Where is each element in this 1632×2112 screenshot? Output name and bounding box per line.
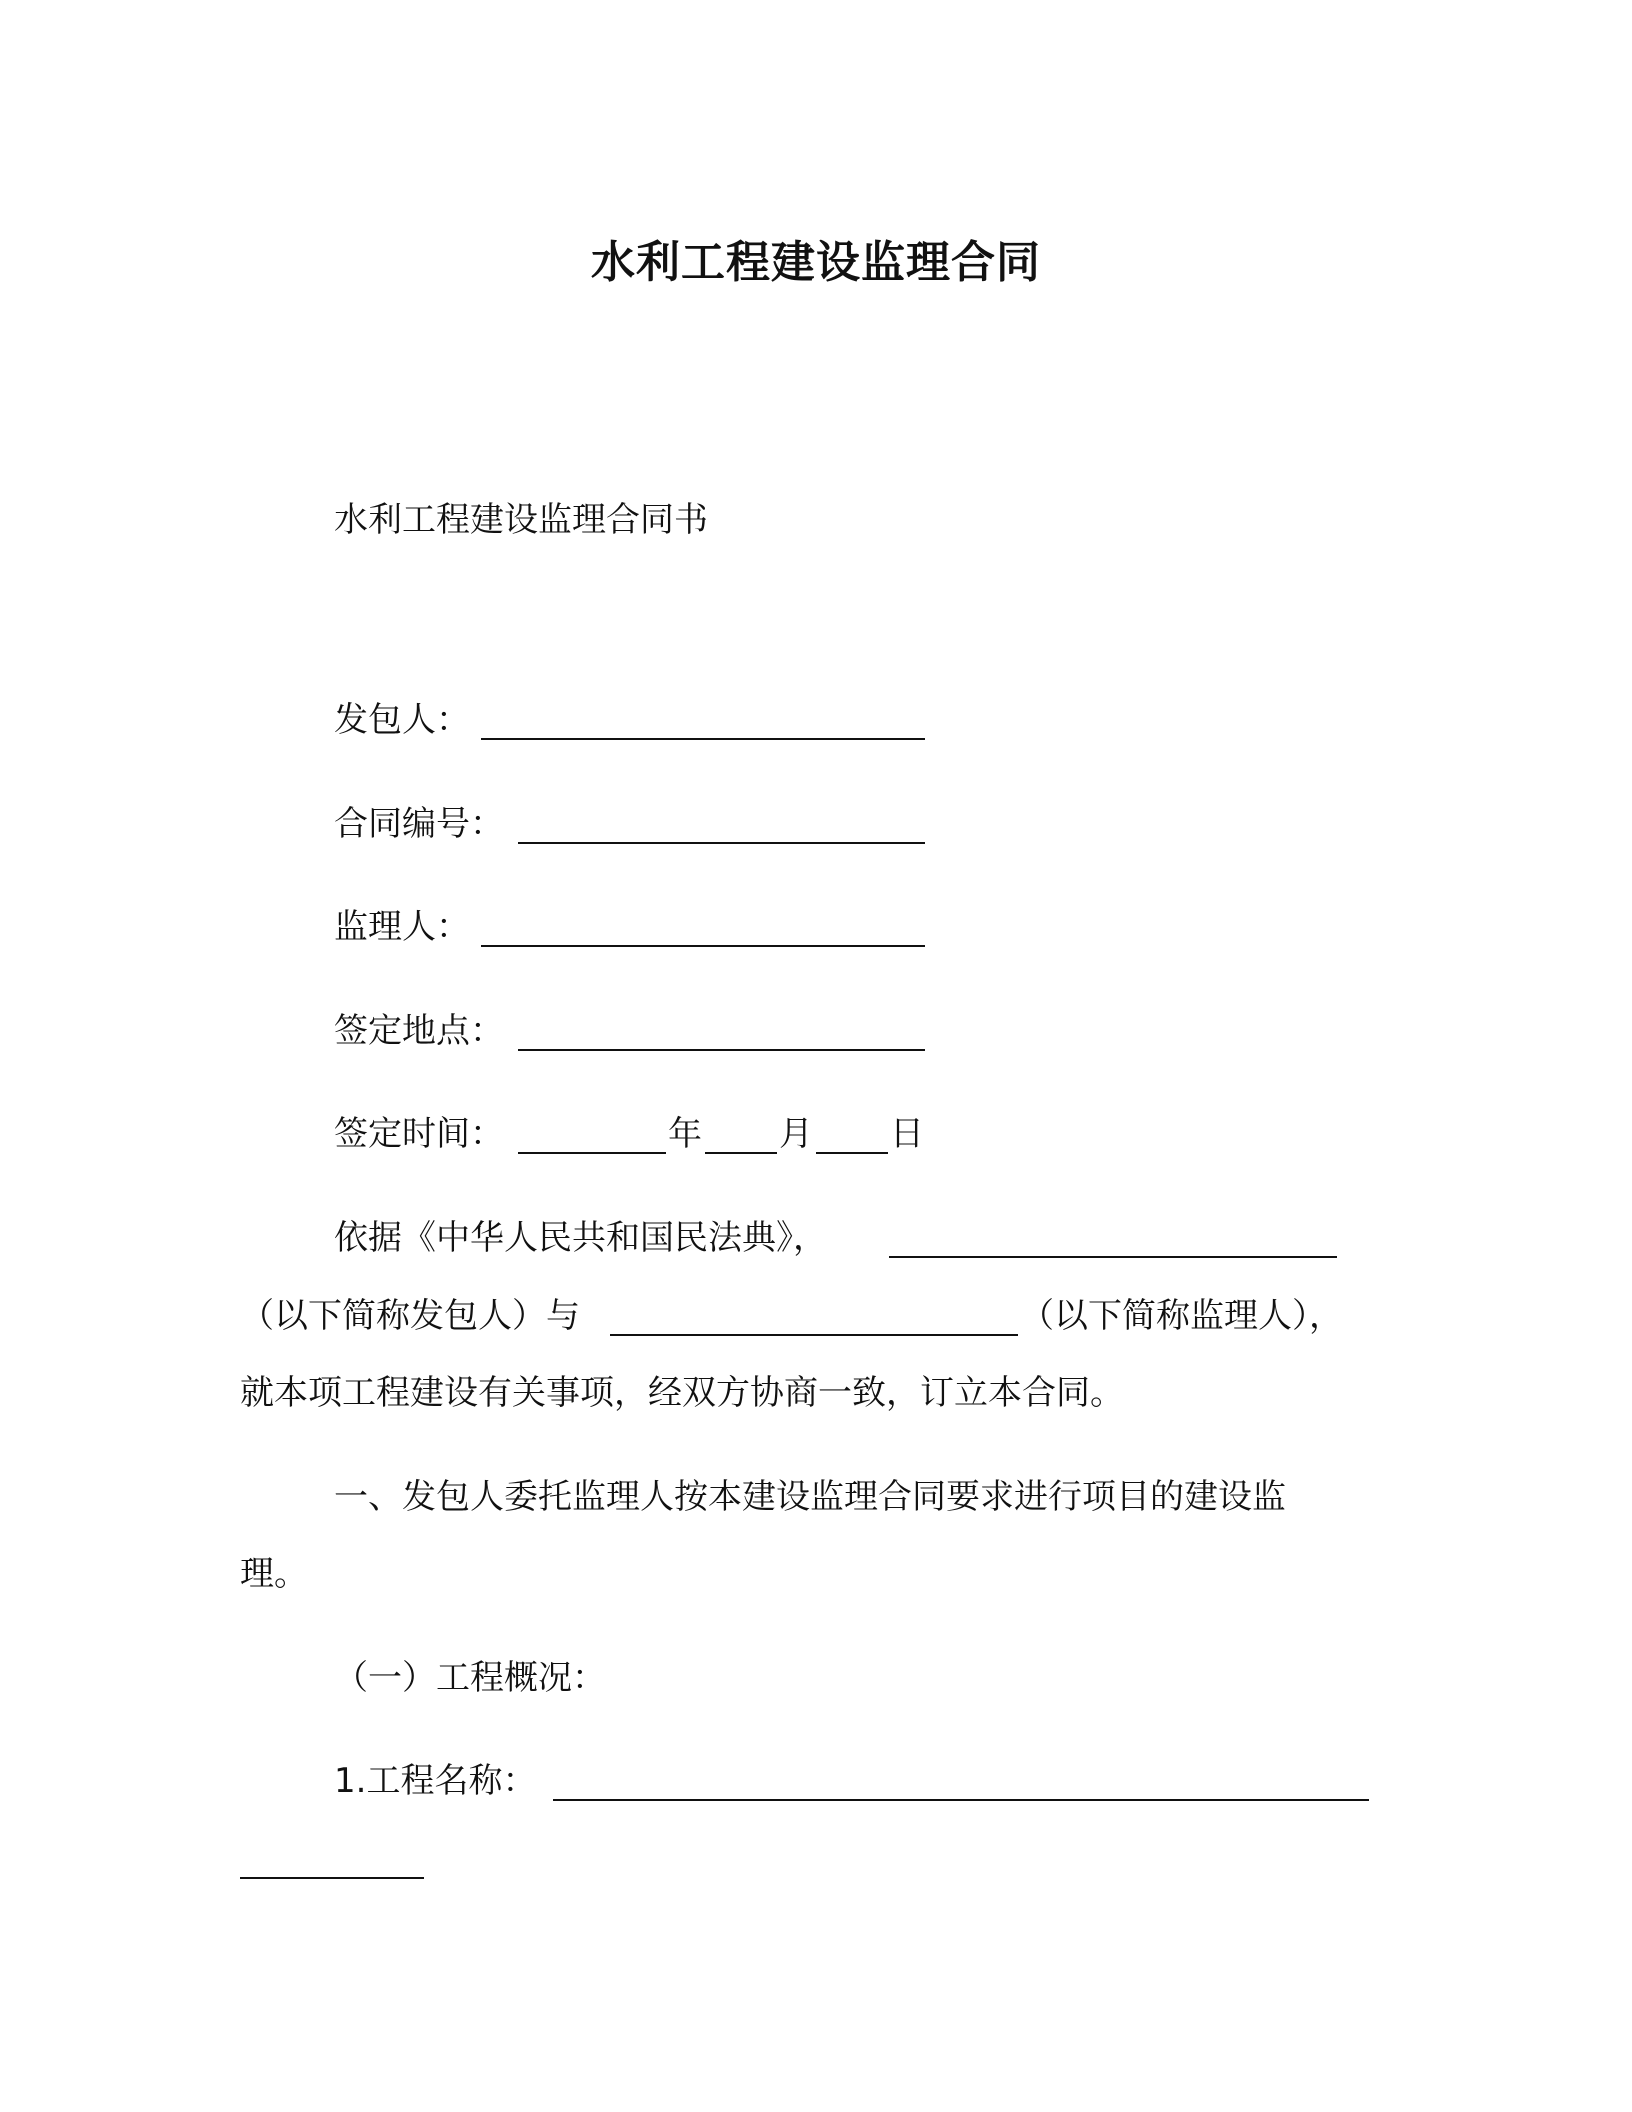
project-name-label: 1.工程名称： [334, 1761, 537, 1801]
article-1-line-2: 理。 [240, 1554, 308, 1594]
supervisor-label: 监理人： [334, 907, 470, 947]
article-1-line-1: 一、发包人委托监理人按本建设监理合同要求进行项目的建设监 [334, 1477, 1286, 1517]
sign-year-label: 年 [668, 1114, 702, 1154]
preamble-supervisor-blank[interactable] [610, 1302, 1018, 1336]
sign-time-label: 签定时间： [334, 1114, 504, 1154]
document-subtitle: 水利工程建设监理合同书 [334, 500, 708, 540]
sign-place-label: 签定地点： [334, 1011, 504, 1051]
contract-no-blank[interactable] [518, 810, 925, 844]
sign-day-label: 日 [890, 1114, 924, 1154]
sign-place-blank[interactable] [518, 1017, 925, 1051]
employer-label: 发包人： [334, 700, 470, 740]
sign-year-blank[interactable] [518, 1120, 666, 1154]
preamble-line-2b: （以下简称监理人）， [1020, 1296, 1343, 1336]
preamble-employer-blank[interactable] [889, 1224, 1337, 1258]
document-title: 水利工程建设监理合同 [591, 237, 1041, 288]
preamble-line-2a: （以下简称发包人）与 [240, 1296, 580, 1336]
project-name-blank[interactable] [553, 1767, 1369, 1801]
sign-day-blank[interactable] [816, 1120, 888, 1154]
preamble-line-1: 依据《中华人民共和国民法典》， [334, 1218, 827, 1258]
section-1-heading: （一）工程概况： [334, 1658, 606, 1698]
project-name-blank-continued[interactable] [240, 1845, 424, 1879]
supervisor-blank[interactable] [481, 913, 925, 947]
sign-month-label: 月 [779, 1114, 813, 1154]
employer-blank[interactable] [481, 706, 925, 740]
preamble-line-3: 就本项工程建设有关事项，经双方协商一致，订立本合同。 [240, 1373, 1124, 1413]
sign-month-blank[interactable] [705, 1120, 777, 1154]
contract-no-label: 合同编号： [334, 804, 504, 844]
